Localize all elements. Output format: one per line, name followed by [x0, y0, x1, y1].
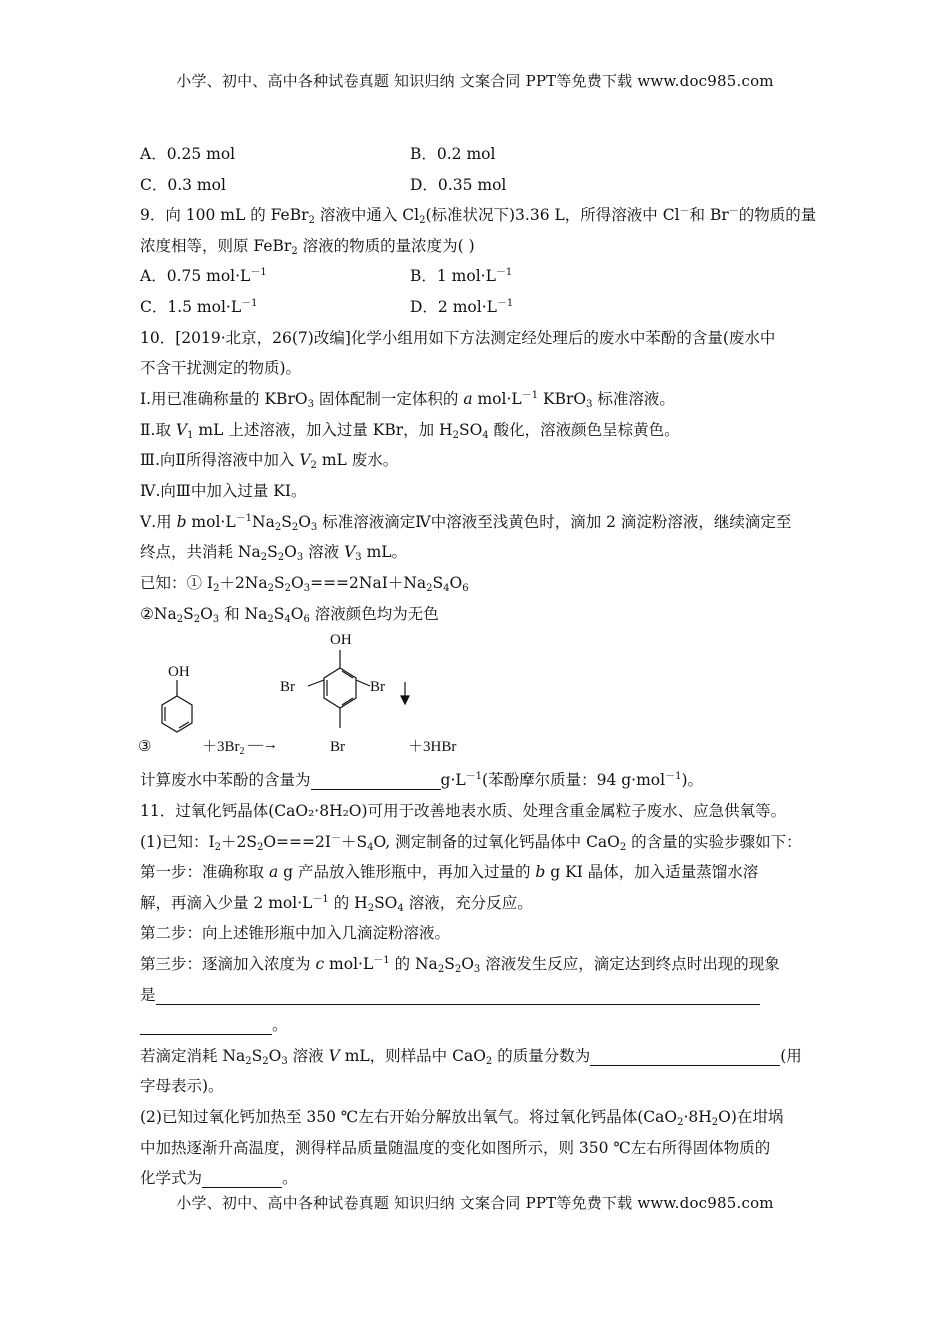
phenol-structure — [162, 680, 192, 732]
q11-step2: 第二步：向上述锥形瓶中加入几滴淀粉溶液。 — [140, 924, 451, 942]
q9-option-a: A．0.75 $mol\cdot L^{-1}$ — [140, 267, 267, 285]
q11-part2-line1: (2)已知过氧化钙加热至 350 ℃左右开始分解放出氧气。将过氧化钙晶体$(CaO_2\cdot 8H_2O)$在坩埚 — [140, 1108, 784, 1128]
plus-hbr-label: ＋3HBr — [408, 739, 457, 755]
answer-blank[interactable] — [311, 773, 441, 790]
q8-option-d: D．0.35 mol — [410, 176, 507, 194]
q10-step-5: Ⅴ.用 b $mol\cdot L^{-1}Na_2S_2O_3$ 标准溶液滴定Ⅳ中溶液至浅黄色时，滴加 2 滴淀粉溶液，继续滴定至 — [140, 513, 792, 533]
answer-blank[interactable] — [140, 1018, 272, 1035]
q11-result-line1: 若滴定消耗 $Na_2S_2O_3$ 溶液 V mL，则样品中 CaO$_2$ 的质量分数为 (用 — [140, 1047, 802, 1067]
q9-option-d: D．2 $mol\cdot L^{-1}$ — [410, 298, 514, 316]
reaction-circle-3-label: ③ — [138, 739, 152, 755]
br-bottom-label: Br — [330, 739, 345, 755]
q10-step-1: Ⅰ.用已准确称量的 KBrO$_3$ 固体配制一定体积的 a $mol\cdot L^{-1}$ KBrO$_3$ 标准溶液。 — [140, 390, 675, 410]
reaction-arrow: —→ — [248, 737, 278, 753]
q11-result-line2: 字母表示)。 — [140, 1077, 224, 1095]
q10-known-1: 已知：① $I_2+2Na_2S_2O_3===2NaI+Na_2S_4O_6$ — [140, 574, 469, 594]
q11-step1-line2: 解，再滴入少量 2 $mol\cdot L^{-1}$ 的 $H_2SO_4$ 溶液，充分反应。 — [140, 894, 533, 914]
q8-option-b: B．0.2 mol — [410, 145, 496, 163]
q10-stem-line1: 10．[2019·北京，26(7)改编]化学小组用如下方法测定经处理后的废水中苯酚的含量(废水中 — [140, 329, 776, 347]
answer-blank[interactable] — [202, 1171, 282, 1188]
br-left-label: Br — [280, 679, 295, 695]
q11-part2-line2: 中加热逐渐升高温度，测得样品质量随温度的变化如图所示，则 350 ℃左右所得固体物质的 — [140, 1139, 771, 1157]
q9-option-c: C．1.5 $mol\cdot L^{-1}$ — [140, 298, 258, 316]
q9-option-b: B．1 $mol\cdot L^{-1}$ — [410, 267, 513, 285]
phenol-oh-label: OH — [168, 664, 190, 680]
q10-step-4: Ⅳ.向Ⅲ中加入过量 KI。 — [140, 482, 307, 500]
page-header: 小学、初中、高中各种试卷真题 知识归纳 文案合同 PPT等免费下载 www.doc985.com — [176, 72, 774, 90]
q11-step3-line3: 。 — [140, 1015, 288, 1035]
precipitate-down-arrow-icon — [401, 682, 409, 704]
br-right-label: Br — [370, 679, 385, 695]
q9-stem-line1: 9．向 100 mL 的 FeBr$_2$ 溶液中通入 $Cl_2$(标准状况下)3.36 L，所得溶液中 Cl－和 Br－的物质的量 — [140, 206, 817, 226]
q10-known-2: $②Na_2S_2O_3$ 和 $Na_2S_4O_6$ 溶液颜色均为无色 — [140, 605, 439, 625]
q11-step1-line1: 第一步：准确称取 a g 产品放入锥形瓶中，再加入过量的 b g KI 晶体，加入适量蒸馏水溶 — [140, 863, 759, 881]
phenol-bromination-diagram — [130, 628, 490, 758]
q8-option-a: A．0.25 mol — [140, 145, 236, 163]
q10-calc-line: 计算废水中苯酚的含量为 $g\cdot L^{-1}$(苯酚摩尔质量：94 g·mol$^{-1}$)。 — [140, 771, 704, 789]
q10-step-5-line2: 终点，共消耗 $Na_2S_2O_3$ 溶液 $V_3$ mL。 — [140, 543, 408, 563]
answer-blank[interactable] — [156, 988, 760, 1005]
page-footer: 小学、初中、高中各种试卷真题 知识归纳 文案合同 PPT等免费下载 www.doc985.com — [176, 1194, 774, 1212]
q11-part1-line1: (1)已知：$I_2+2S_2O===2I^-+S_4O$, 测定制备的过氧化钙晶体中 CaO$_2$ 的含量的实验步骤如下： — [140, 833, 802, 853]
answer-blank[interactable] — [590, 1049, 780, 1066]
q8-option-c: C．0.3 mol — [140, 176, 226, 194]
q10-step-2: Ⅱ.取 $V_1$ mL 上述溶液，加入过量 KBr，加 $H_2SO_4$ 酸化，溶液颜色呈棕黄色。 — [140, 421, 680, 441]
tribromophenol-structure — [308, 650, 370, 728]
q11-step3-line1: 第三步：逐滴加入浓度为 c $mol\cdot L^{-1}$ 的 $Na_2S_2O_3$ 溶液发生反应，滴定达到终点时出现的现象 — [140, 955, 780, 975]
q11-step3-line2: 是 — [140, 985, 760, 1005]
q10-step-3: Ⅲ.向Ⅱ所得溶液中加入 $V_2$ mL 废水。 — [140, 451, 399, 471]
q11-stem-line1: 11．过氧化钙晶体(CaO₂·8H₂O)可用于改善地表水质、处理含重金属粒子废水、应急供氧等。 — [140, 802, 787, 820]
q9-stem-line2: 浓度相等，则原 FeBr$_2$ 溶液的物质的量浓度为( ) — [140, 237, 475, 257]
plus-br2-label: $+3Br_2$ — [202, 739, 245, 757]
tribromophenol-oh-label: OH — [330, 632, 352, 648]
q11-part2-line3: 化学式为 。 — [140, 1169, 298, 1187]
q10-stem-line2: 不含干扰测定的物质)。 — [140, 359, 302, 377]
